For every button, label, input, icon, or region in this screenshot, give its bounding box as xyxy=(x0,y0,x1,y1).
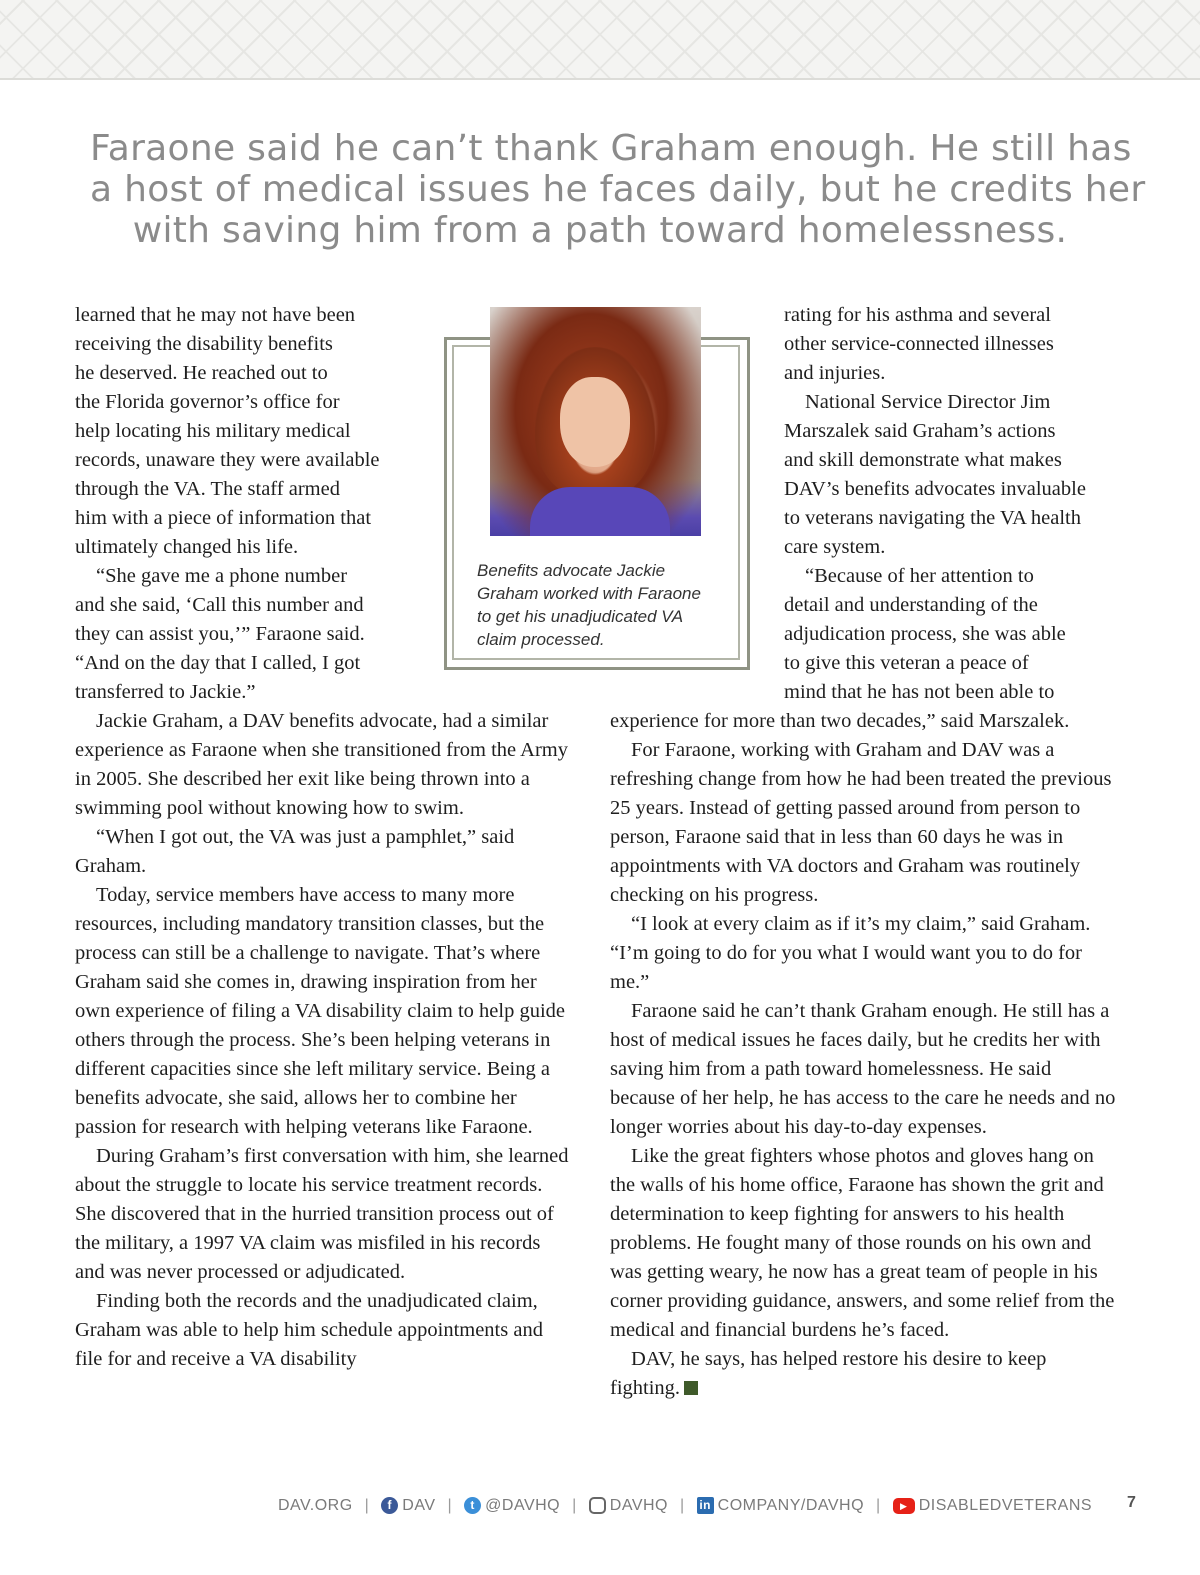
page-number: 7 xyxy=(1127,1494,1136,1511)
footer-separator: | xyxy=(364,1497,370,1514)
closing-sentence: DAV, he says, has helped restore his desire to keep fighting. xyxy=(610,1348,1047,1399)
text-line: learned that he may not have been xyxy=(75,304,356,326)
facebook-icon: f xyxy=(381,1497,398,1514)
footer-facebook-link[interactable] xyxy=(381,1497,435,1515)
paragraph xyxy=(610,1345,1120,1403)
article-column-right xyxy=(610,301,1120,1403)
footer-instagram-link[interactable] xyxy=(589,1497,668,1515)
text-line: records, unaware they were available xyxy=(75,449,380,471)
paragraph: During Graham’s first conversation with him, she learned about the struggle to locate his service treatment records. She discovered that in the hurried transition process out of the military, a 1997 VA claim was misfiled in his records and was never processed or adjudicated. xyxy=(75,1145,569,1283)
footer-twitter-link[interactable] xyxy=(464,1497,560,1515)
paragraph: Faraone said he can’t thank Graham enough. He still has a host of medical issues he faces daily, but he credits her with saving him from a path toward homelessness. He said because of her help, he has access to the care he needs and no longer worries about his day-to-day expenses. xyxy=(610,1000,1116,1138)
page-footer xyxy=(278,1494,1092,1518)
linkedin-handle: COMPANY/DAVHQ xyxy=(717,1497,865,1514)
text-line: him with a piece of information that xyxy=(75,507,372,529)
text-line: through the VA. The staff armed xyxy=(75,478,340,500)
decorative-header-band xyxy=(0,0,1200,80)
footer-separator: | xyxy=(572,1497,577,1514)
text-line: Marszalek said Graham’s actions xyxy=(784,420,1056,442)
pull-quote xyxy=(90,128,1146,251)
footer-separator: | xyxy=(447,1497,453,1514)
pull-quote-line: with saving him from a path toward homelessness. xyxy=(132,210,1068,251)
paragraph: Like the great fighters whose photos and gloves hang on the walls of his home office, Faraone has shown the grit and determination to keep fighting for answers to his health problems. He fought many of those rounds on his own and was getting weary, he now has a great team of people in his corner providing guidance, answers, and some relief from the medical and financial burdens he’s faced. xyxy=(610,1145,1115,1341)
text-line: and she said, ‘Call this number and xyxy=(75,594,364,616)
pull-quote-line: a host of medical issues he faces daily, but he credits her xyxy=(90,169,1146,210)
paragraph: Finding both the records and the unadjudicated claim, Graham was able to help him schedule appointments and file for and receive a VA disability xyxy=(75,1290,543,1370)
text-line: “She gave me a phone number xyxy=(96,565,348,587)
footer-separator: | xyxy=(680,1497,685,1514)
text-line: other service-connected illnesses xyxy=(784,333,1054,355)
text-line: rating for his asthma and several xyxy=(784,304,1051,326)
paragraph: “When I got out, the VA was just a pamphlet,” said Graham. xyxy=(75,826,515,877)
text-line: “And on the day that I called, I got xyxy=(75,652,361,674)
footer-separator: | xyxy=(876,1497,881,1514)
text-line: DAV’s benefits advocates invaluable xyxy=(784,478,1086,500)
text-line: mind that he has not been able to xyxy=(784,681,1055,703)
footer-site-link[interactable]: DAV.ORG xyxy=(278,1497,353,1514)
text-line: to veterans navigating the VA health xyxy=(784,507,1081,529)
youtube-handle: DISABLEDVETERANS xyxy=(918,1497,1093,1514)
text-line: detail and understanding of the xyxy=(784,594,1038,616)
text-line: he deserved. He reached out to xyxy=(75,362,328,384)
text-line: ultimately changed his life. xyxy=(75,536,299,558)
text-line: they can assist you,’” Faraone said. xyxy=(75,623,365,645)
text-line: National Service Director Jim xyxy=(805,391,1051,413)
footer-youtube-link[interactable] xyxy=(893,1497,1092,1515)
text-line: help locating his military medical xyxy=(75,420,351,442)
caption-line: claim processed. xyxy=(477,630,605,649)
paragraph: Jackie Graham, a DAV benefits advocate, had a similar experience as Faraone when she transitioned from the Army in 2005. She described her exit like being thrown into a swimming pool without knowing how to swim. xyxy=(75,710,568,819)
paragraph: For Faraone, working with Graham and DAV was a refreshing change from how he had been treated the previous 25 years. Instead of getting passed around from person to person, Faraone said that in less than 60 days he was in appointments with VA doctors and Graham was routinely checking on his progress. xyxy=(610,739,1112,906)
wrapped-text-block xyxy=(75,301,575,707)
text-line: to give this veteran a peace of xyxy=(784,652,1029,674)
wrapped-text-block xyxy=(784,301,1120,707)
instagram-handle: DAVHQ xyxy=(609,1497,668,1514)
paragraph: Today, service members have access to many more resources, including mandatory transition classes, but the process can still be a challenge to navigate. That’s where Graham said she comes in, drawing inspiration from her own experience of filing a VA disability claim to help guide others through the process. She’s been helping veterans in different capacities since she left military service. Being a benefits advocate, she said, allows her to combine her passion for research with helping veterans like Faraone. xyxy=(75,884,565,1138)
end-of-story-mark xyxy=(684,1381,698,1395)
paragraph: “I look at every claim as if it’s my claim,” said Graham. “I’m going to do for you what I would want you to do for me.” xyxy=(610,913,1091,993)
twitter-handle: @DAVHQ xyxy=(485,1497,561,1514)
text-line: adjudication process, she was able xyxy=(784,623,1066,645)
text-line: transferred to Jackie.” xyxy=(75,681,256,703)
instagram-icon xyxy=(589,1497,606,1514)
caption-line: Benefits advocate Jackie xyxy=(477,561,666,580)
caption-line: to get his unadjudicated VA xyxy=(477,607,684,626)
youtube-icon: ▶ xyxy=(893,1498,915,1514)
text-line: care system. xyxy=(784,536,886,558)
twitter-icon: t xyxy=(464,1497,481,1514)
text-line: “Because of her attention to xyxy=(805,565,1034,587)
facebook-handle: DAV xyxy=(402,1497,436,1514)
text-line: receiving the disability benefits xyxy=(75,333,333,355)
caption-line: Graham worked with Faraone xyxy=(477,584,701,603)
text-line: and injuries. xyxy=(784,362,886,384)
footer-linkedin-link[interactable] xyxy=(697,1497,864,1515)
text-line: the Florida governor’s office for xyxy=(75,391,340,413)
text-line: experience for more than two decades,” said Marszalek. xyxy=(610,710,1070,732)
article-column-left xyxy=(75,301,575,1374)
text-line: and skill demonstrate what makes xyxy=(784,449,1062,471)
linkedin-icon: in xyxy=(697,1497,714,1514)
pull-quote-line: Faraone said he can’t thank Graham enough. He still has xyxy=(90,128,1132,169)
